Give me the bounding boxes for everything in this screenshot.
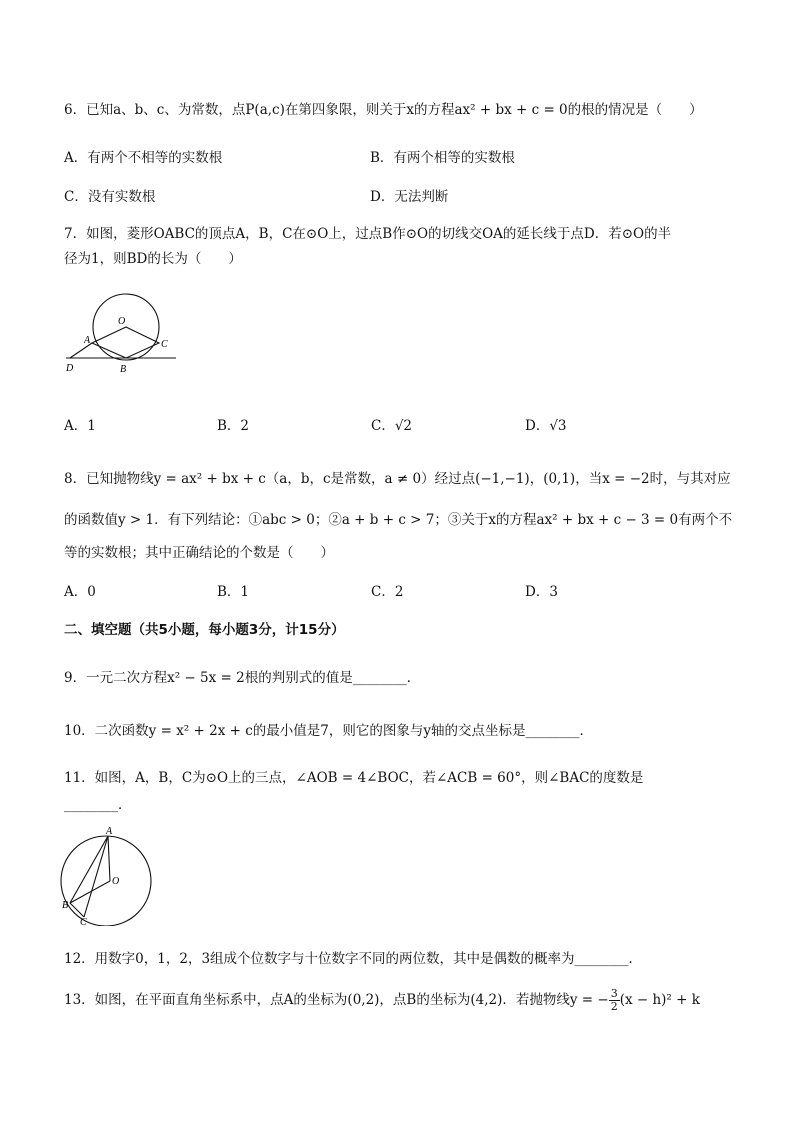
q7-stem-line2: 径为1，则BD的长为（ ）	[64, 251, 242, 267]
q8-option-c: C．2	[371, 584, 404, 600]
q11-figure-circle	[60, 826, 160, 926]
q9-text: 9．一元二次方程x² − 5x = 2根的判别式的值是________．	[64, 670, 421, 686]
q7-label-a: A	[84, 335, 91, 346]
q13-stem-prefix: 13．如图，在平面直角坐标系中，点A的坐标为(0,2)，点B的坐标为(4,2)．若抛物线y = −	[64, 992, 609, 1008]
q7-option-a: A．1	[64, 418, 96, 434]
q7-label-b: B	[120, 364, 127, 375]
q13-fraction	[609, 988, 620, 1013]
q7-stem-line1: 7．如图，菱形OABC的顶点A，B，C在⊙O上，过点B作⊙O的切线交OA的延长线于点D．若⊙O的半	[64, 226, 672, 242]
q8-option-a: A．0	[64, 584, 96, 600]
q11-segment-ac	[84, 836, 108, 917]
q7-label-d: D	[66, 363, 74, 374]
q7-option-b: B．2	[217, 418, 250, 434]
q11-stem-line2: ________．	[64, 797, 132, 813]
q8-stem-line2: 的函数值y > 1．有下列结论：①abc > 0；②a + b + c > 7；③关于x的方程ax² + bx + c − 3 = 0有两个不	[64, 512, 733, 528]
q13-frac-denominator: 2	[610, 1000, 618, 1013]
q6-stem: 6．已知a、b、c、为常数，点P(a,c)在第四象限，则关于x的方程ax² + bx + c = 0的根的情况是（ ）	[64, 102, 703, 118]
q12-text: 12．用数字0，1，2，3组成个位数字与十位数字不同的两位数，其中是偶数的概率为________．	[64, 951, 643, 967]
q7-label-o: O	[118, 316, 126, 327]
q7-option-c: C．√2	[371, 418, 413, 434]
q11-circle	[61, 836, 151, 926]
q6-option-c: C．没有实数根	[64, 189, 156, 205]
q11-label-a: A	[106, 826, 113, 837]
q7-rhombus	[92, 327, 159, 358]
q11-stem-line1: 11．如图，A，B，C为⊙O上的三点，∠AOB = 4∠BOC，若∠ACB = 60°，则∠BAC的度数是	[64, 770, 644, 786]
q7-label-c: C	[161, 339, 168, 350]
q7-option-d: D．√3	[525, 418, 567, 434]
q6-option-a: A．有两个不相等的实数根	[64, 150, 223, 166]
q11-label-o: O	[112, 876, 120, 887]
section2-heading: 二、填空题（共5小题，每小题3分，计15分）	[64, 622, 345, 638]
q10-text: 10．二次函数y = x² + 2x + c的最小值是7，则它的图象与y轴的交点坐标是________．	[64, 723, 593, 739]
q13-frac-numerator: 3	[610, 987, 618, 1000]
q8-stem-line1: 8．已知抛物线y = ax² + bx + c（a，b，c是常数，a ≠ 0）经过点(−1,−1)，(0,1)，当x = −2时，与其对应	[64, 471, 731, 487]
q8-stem-line3: 等的实数根；其中正确结论的个数是（ ）	[64, 545, 334, 561]
q11-label-c: C	[80, 917, 87, 926]
q8-option-d: D．3	[525, 584, 558, 600]
q11-label-b: B	[62, 900, 69, 911]
q6-option-b: B．有两个相等的实数根	[370, 150, 515, 166]
q7-figure-rhombus-circle	[60, 285, 180, 380]
q13-stem-suffix: (x − h)² + k	[619, 992, 700, 1008]
q6-option-d: D．无法判断	[370, 189, 449, 205]
q8-option-b: B．1	[217, 584, 250, 600]
q13-stem	[64, 988, 700, 1013]
q11-segment-ao	[108, 836, 110, 881]
